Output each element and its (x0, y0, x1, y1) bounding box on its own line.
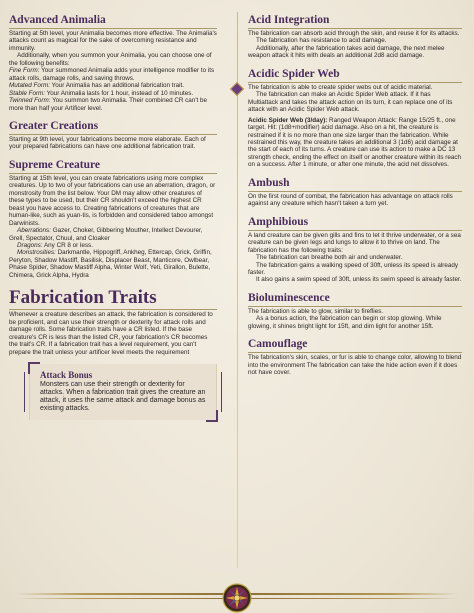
list-item (9, 82, 217, 89)
sidebar-title: Attack Bonus (40, 369, 93, 380)
section-supreme-creature (9, 159, 217, 279)
left-column (9, 14, 217, 420)
right-column (248, 14, 462, 377)
paragraph: The fabrication can make an Acidic Spider Web attack. If it has Multiattack and takes the attack action on its turn, it can replace one of its attack with an Acidic Spider Web attack. (248, 91, 453, 114)
item-name: Dragons: (17, 241, 43, 249)
paragraph: Additionally, when you summon your Animalia, you can choose one of the following benefits: (9, 52, 212, 67)
rose-window-emblem-icon (222, 583, 252, 613)
item-text: Your Animalia lasts for 1 hour, instead of 10 minutes. (45, 89, 194, 97)
paragraph: The fabrication has resistance to acid damage. (256, 37, 387, 45)
paragraph: Additionally, after the fabrication takes acid damage, the next melee weapon attack it hits with deals an additional 2d8 acid damage. (248, 44, 445, 60)
item-name: Fine Form: (9, 67, 40, 75)
paragraph: The fabrication can breathe both air and underwater. (256, 254, 403, 262)
section-bioluminescence (248, 292, 462, 330)
paragraph: Starting at 5th level, your Animalia becomes more effective. The Animalia's attacks count as magical for the sake of overcoming resistance and immunity. (9, 30, 217, 52)
stat-text: Ranged Weapon Attack: Range 15/25 ft., one target. Hit: (1d8+modifier) acid damage. Also on a hit, the creature is restrained if it is no more than one size larger than the fabrication. While restrained this way, the creature takes an additional 3 (1d6) acid damage at the start of each of its turns. A creature can use its action to make a DC 13 strength check, ending the effect on itself or another creature within its reach on a success. After 1 minute, or after one minute, the acid net dissolves. (248, 116, 462, 169)
paragraph: The fabrication's skin, scales, or fur is able to change color, allowing to blend into the environment The fabrication can take the hide action even if it does not have cover. (248, 354, 462, 377)
paragraph: The fabrication is able to glow, similar to fireflies. (248, 307, 384, 315)
border-line (221, 372, 222, 412)
border-line (24, 372, 25, 412)
heading-supreme-creature: Supreme Creature (9, 159, 217, 174)
item-name: Twinned Form: (9, 97, 51, 105)
stat-name: Acidic Spider Web (3/day): (248, 116, 328, 124)
list-item (9, 97, 217, 112)
list-item (9, 67, 217, 82)
heading-advanced-animalia: Advanced Animalia (9, 14, 217, 29)
heading-ambush: Ambush (248, 177, 462, 192)
corner-ornament (28, 362, 40, 374)
item-text: Darkmantle, Hippogriff, Ankheg, Ettercap, Grick, Griffin, Peryton, Shadow Mastiff, Basilisk, Displacer Beast, Manticore, Owlbear, Phase Spider, Shadow Mastiff Alpha, Winter Wolf, Yeti, Girallon, Bulette, Chimera, Grick Alpha, Hydra (9, 249, 212, 279)
paragraph: The fabrication gains a walking speed of 30ft, unless its speed is already faster. (248, 261, 458, 276)
item-text: You summon two Animalia. Their combined CR can't be more than half your Artificer level. (9, 97, 208, 112)
stat-block (248, 117, 462, 169)
heading-acidic-spider-web: Acidic Spider Web (248, 68, 462, 83)
section-greater-creations (9, 120, 217, 151)
heading-acid-integration: Acid Integration (248, 14, 462, 29)
item-name: Aberrations: (17, 227, 51, 235)
item-text: Any CR 8 or less. (42, 241, 93, 249)
section-camouflage (248, 338, 462, 376)
paragraph: On the first round of combat, the fabrication has advantage on attack rolls against any creature which hasn't taken a turn yet. (248, 192, 453, 208)
divider-gem-icon (230, 82, 244, 96)
paragraph: A land creature can be given gills and fins to let it thrive underwater, or a sea creature can be given legs and lungs to allow it to thrive on land. The fabrication has the following traits: (248, 231, 461, 254)
heading-fabrication-traits: Fabrication Traits (9, 287, 217, 310)
list-item (9, 249, 217, 279)
heading-greater-creations: Greater Creations (9, 120, 217, 135)
section-advanced-animalia (9, 14, 217, 112)
list-item (9, 90, 217, 97)
section-ambush (248, 177, 462, 208)
paragraph: Starting at 9th level, your fabrications become more elaborate. Each of your prepared fabrications can have one additional fabrication trait. (9, 135, 206, 151)
list-item (9, 242, 217, 249)
paragraph: As a bonus action, the fabrication can begin or stop glowing. While glowing, it shines bright light for 15ft, and dim light for another 15ft. (248, 315, 442, 330)
page-footer (0, 585, 474, 613)
sidebar-text: Monsters can use their strength or dexterity for attacks. When a fabrication trait gives the creature an attack, it uses the same attack and damage bonus as existing attacks. (40, 380, 206, 412)
paragraph: Starting at 15th level, you can create fabrications using more complex creatures. Up to two of your fabrications can use an aberration, dragon, or monstrosity from the list below. Your DM may allow other creatures of these types to be used, but their CR shouldn't exceed the highest CR beast you have access to. Creating fabrications of creatures that are human-like, such as yuan-tis, is forbidden and considered taboo amongst Darwinists. (9, 174, 216, 227)
section-acid-integration (248, 14, 462, 60)
paragraph: The fabrication can absorb acid through the skin, and reuse it for its attacks. (248, 30, 460, 37)
item-text: Gazer, Choker, Gibbering Mouther, Intellect Devourer, Grell, Spectator, Chuul, and Cloaker (9, 227, 203, 242)
list-item (9, 227, 217, 242)
item-text: Your Animalia has an additional fabrication trait. (49, 82, 185, 90)
item-name: Stable Form: (9, 89, 46, 97)
item-name: Mutated Form: (9, 82, 50, 90)
corner-ornament (206, 410, 218, 422)
heading-camouflage: Camouflage (248, 338, 462, 353)
paragraph: It also gains a swim speed of 30ft, unless its swim speed is already faster. (256, 276, 462, 284)
section-fabrication-traits (9, 287, 217, 356)
heading-bioluminescence: Bioluminescence (248, 292, 462, 307)
section-acidic-spider-web (248, 68, 462, 169)
paragraph: Whenever a creature describes an attack, the fabrication is considered to be proficient, and can use their strength or dexterity for attack rolls and damage rolls. Some fabrication traits have a CR listed. If the base creature's CR is less than the listed CR, your fabrication's CR becomes the trait's CR. If a fabrication trait has a level requirement, you can't prepare the trait unless your artificer level meets the requirement (9, 311, 213, 356)
paragraph: The fabrication is able to create spider webs out of acidic material. (248, 83, 433, 91)
heading-amphibious: Amphibious (248, 216, 462, 231)
section-amphibious (248, 216, 462, 284)
item-text: Your summoned Animalia adds your intelligence modifier to its attack rolls, damage rolls, and saving throws. (9, 67, 215, 82)
attack-bonus-sidebar (29, 364, 217, 420)
item-name: Monstrosities: (17, 249, 56, 257)
